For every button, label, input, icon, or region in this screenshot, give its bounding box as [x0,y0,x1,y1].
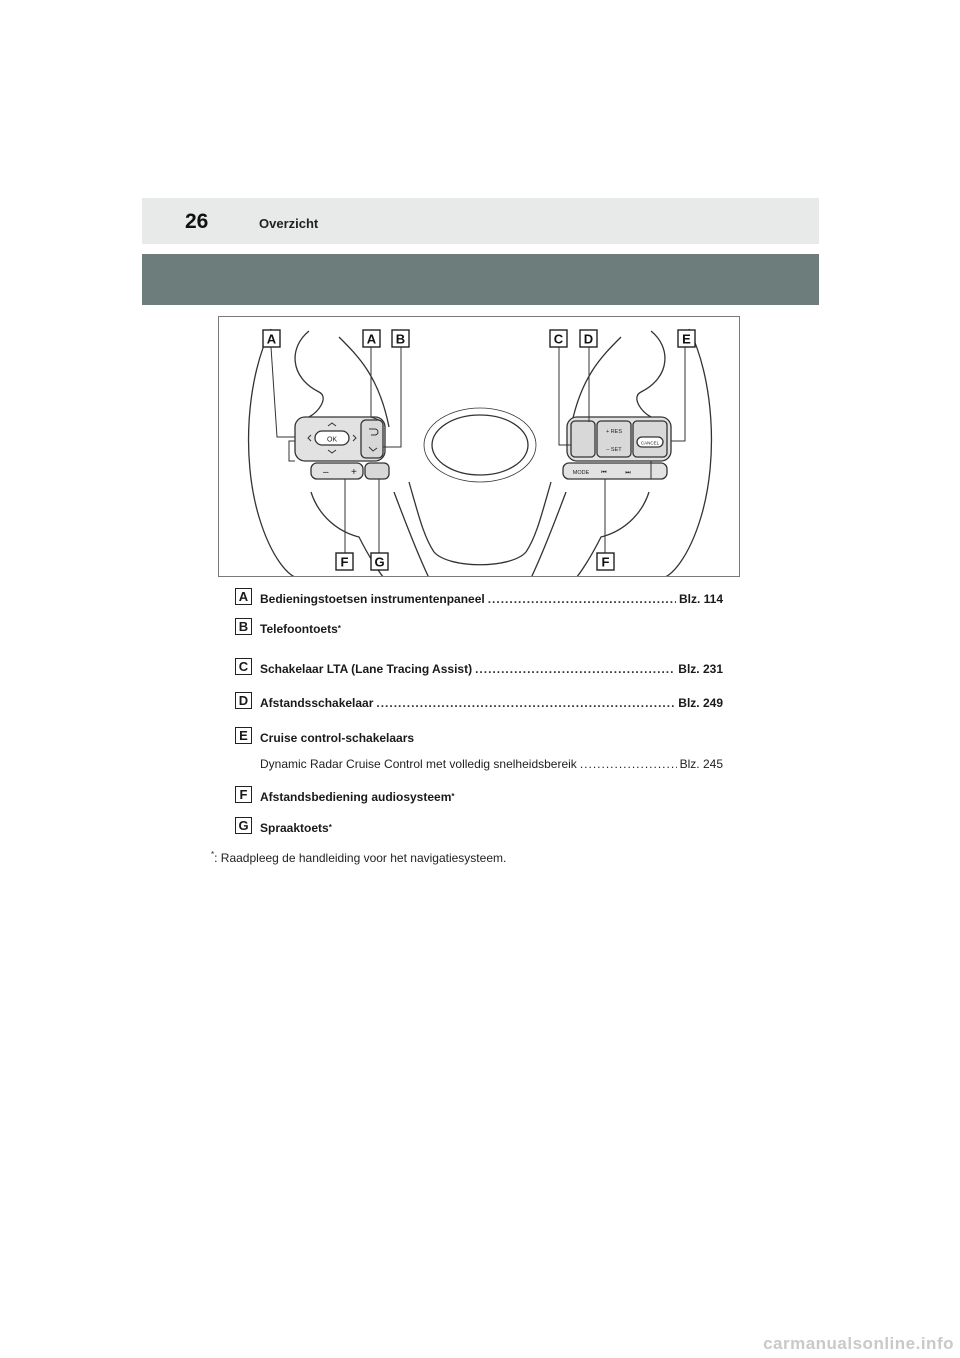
callout-c: C [553,331,564,347]
section-banner [142,254,819,305]
svg-text:OK: OK [326,436,338,444]
section-title: Overzicht [259,216,319,231]
callout-a2: A [366,331,377,347]
svg-text:MODE: MODE [572,470,590,476]
svg-text:⏮: ⏮ [601,470,607,476]
svg-text:+: + [351,467,357,478]
steering-wheel-illustration [219,317,740,577]
svg-text:⏭: ⏭ [625,470,631,476]
callout-b: B [395,331,406,347]
legend-badge: C [235,658,252,675]
page-header [142,198,819,244]
svg-text:–: – [323,467,329,478]
page-number: 26 [185,210,209,233]
watermark: carmanualsonline.info [763,1334,954,1353]
legend-badge: F [235,786,252,803]
callout-e: E [682,331,691,347]
legend-badge: G [235,817,252,834]
legend-badge: D [235,692,252,709]
steering-wheel-figure [218,316,740,577]
callout-f1: F [340,554,349,570]
svg-text:CANCEL: CANCEL [640,440,660,446]
callout-a1: A [266,331,277,347]
callout-g: G [374,554,385,570]
svg-text:+ RES: + RES [605,429,623,435]
legend-badge: E [235,727,252,744]
footnote: *: Raadpleeg de handleiding voor het navigatiesysteem. [211,850,507,865]
svg-text:– SET: – SET [606,447,622,453]
callout-d: D [583,331,594,347]
legend-badge: A [235,588,252,605]
legend-badge: B [235,618,252,635]
callout-f2: F [601,554,610,570]
